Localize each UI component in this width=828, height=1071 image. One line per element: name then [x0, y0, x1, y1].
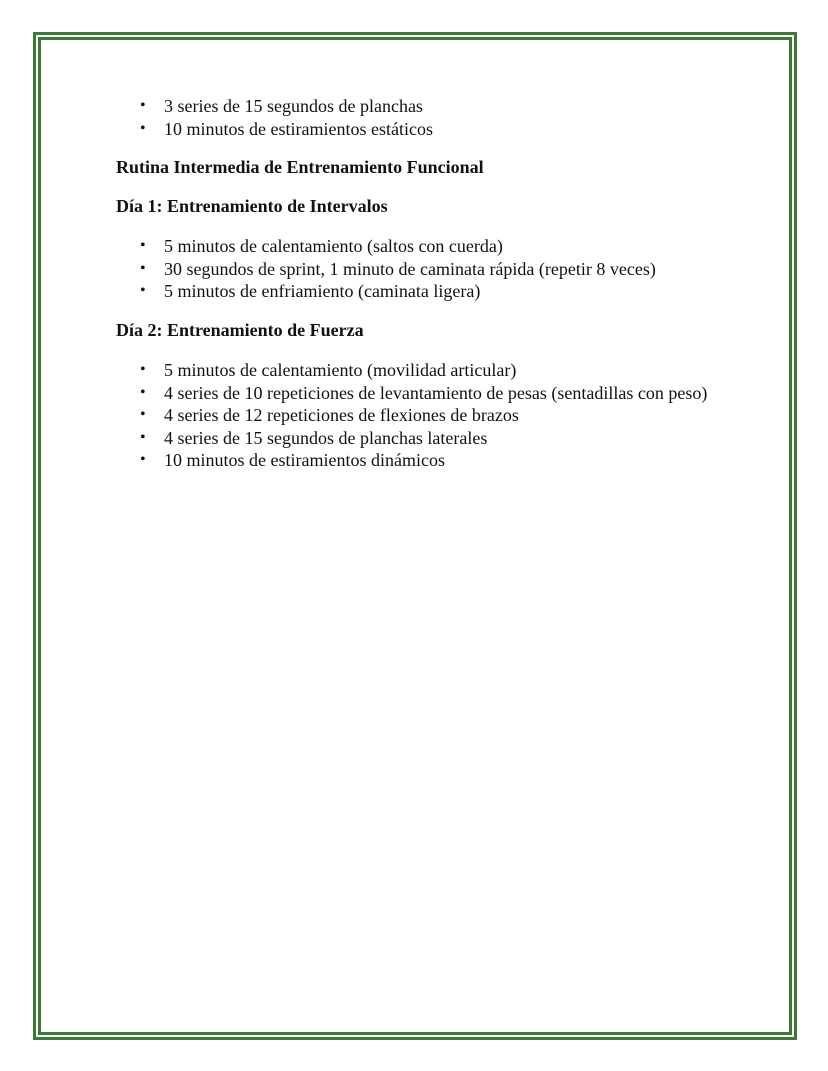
list-item: • 4 series de 12 repeticiones de flexiones de brazos — [140, 405, 519, 425]
day1-list — [116, 235, 716, 303]
bullet-icon: • — [140, 406, 146, 423]
day2-heading: Día 2: Entrenamiento de Fuerza — [116, 319, 364, 340]
bullet-icon: • — [140, 237, 146, 254]
list-item: • 5 minutos de calentamiento (saltos con cuerda) — [140, 236, 503, 256]
list-item: • 10 minutos de estiramientos dinámicos — [140, 450, 445, 470]
routine-title: Rutina Intermedia de Entrenamiento Funcional — [116, 157, 484, 177]
bullet-icon: • — [140, 119, 146, 137]
list-item: • 10 minutos de estiramientos estáticos — [140, 118, 433, 139]
bullet-icon: • — [140, 383, 146, 401]
bullet-icon: • — [140, 361, 146, 378]
bullet-icon: • — [140, 451, 146, 468]
day2-list — [116, 359, 716, 472]
list-item: • 3 series de 15 segundos de planchas — [140, 96, 423, 116]
list-item: • 30 segundos de sprint, 1 minuto de caminata rápida (repetir 8 veces) — [140, 258, 656, 279]
list-item: • 5 minutos de calentamiento (movilidad articular) — [140, 360, 517, 380]
bullet-icon: • — [140, 97, 146, 114]
bullet-icon: • — [140, 282, 146, 299]
list-item: • 4 series de 10 repeticiones de levantamiento de pesas (sentadillas con peso) — [140, 382, 708, 403]
bullet-icon: • — [140, 259, 146, 277]
intro-list — [116, 95, 716, 140]
bullet-icon: • — [140, 428, 146, 446]
day1-heading: Día 1: Entrenamiento de Intervalos — [116, 195, 388, 216]
list-item: • 4 series de 15 segundos de planchas laterales — [140, 427, 488, 448]
list-item: • 5 minutos de enfriamiento (caminata ligera) — [140, 281, 481, 301]
document-content — [116, 95, 716, 472]
